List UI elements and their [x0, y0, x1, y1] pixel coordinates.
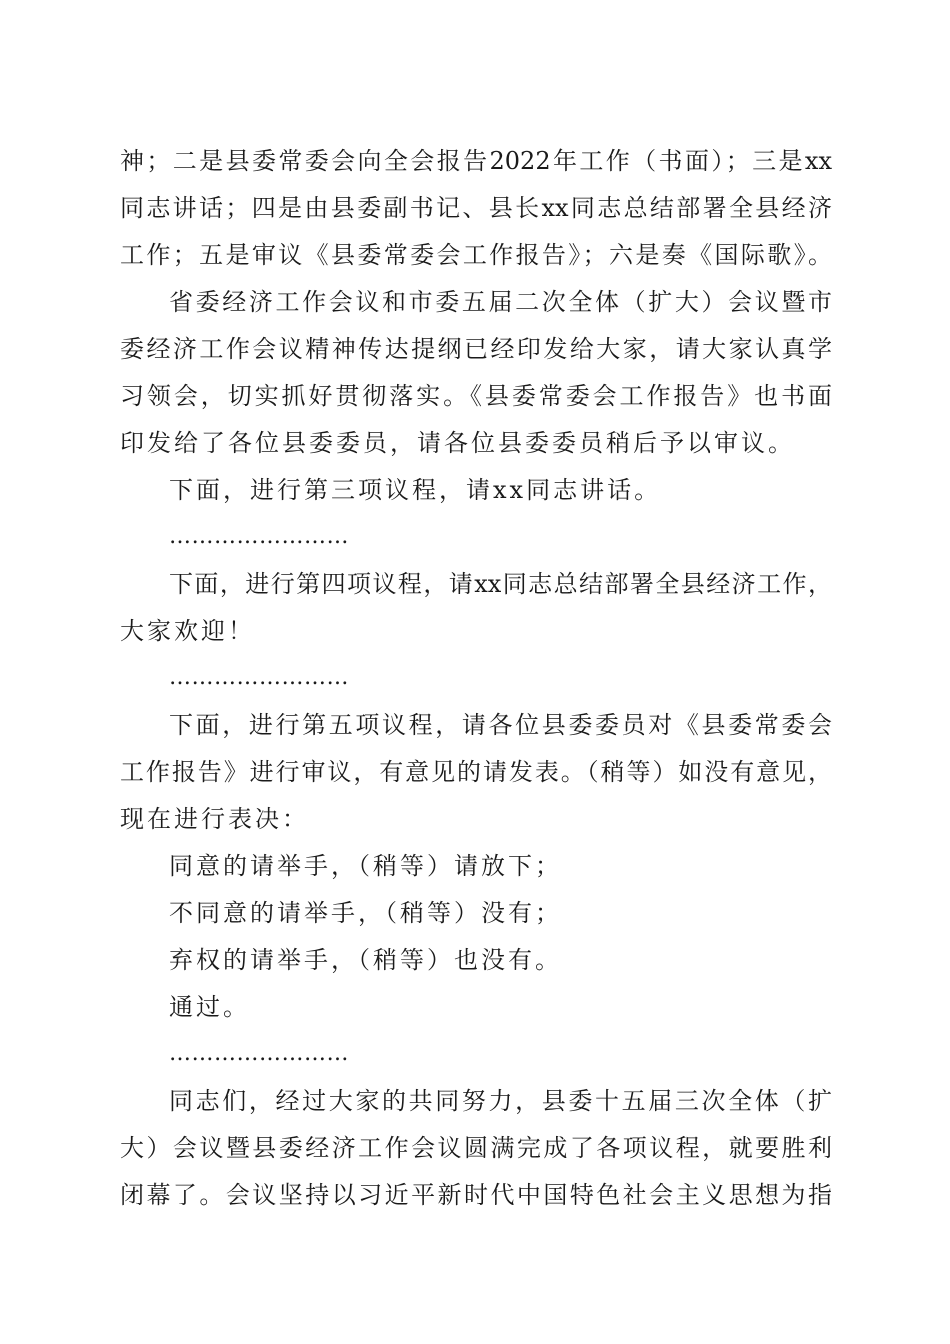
paragraph-first-line: 下面，进行第五项议程，请各位县委委员对《县委常委会: [169, 711, 832, 739]
paragraph-first-line: 省委经济工作会议和市委五届二次全体（扩大）会议暨市: [169, 288, 832, 316]
text-line: 大）会议暨县委经济工作会议圆满完成了各项议程，就要胜利: [120, 1134, 832, 1162]
text-line: 现在进行表决：: [120, 805, 309, 833]
ellipsis-separator: ……………………: [169, 665, 349, 690]
vote-line: 弃权的请举手，（稍等）也没有。: [169, 946, 562, 974]
text-line: 工作；五是审议《县委常委会工作报告》；六是奏《国际歌》。: [120, 241, 832, 269]
paragraph-first-line: 下面，进行第四项议程，请xx同志总结部署全县经济工作，: [169, 570, 832, 598]
text-line: 工作报告》进行审议，有意见的请发表。（稍等）如没有意见，: [120, 758, 832, 786]
text-line: 神；二是县委常委会向全会报告2022年工作（书面）；三是xx: [120, 147, 832, 175]
text-line: 闭幕了。会议坚持以习近平新时代中国特色社会主义思想为指: [120, 1181, 832, 1209]
text-line: 印发给了各位县委委员，请各位县委委员稍后予以审议。: [120, 429, 795, 457]
text-line: 大家欢迎！: [120, 617, 255, 645]
text-line: 委经济工作会议精神传达提纲已经印发给大家，请大家认真学: [120, 335, 832, 363]
ellipsis-separator: ……………………: [169, 524, 349, 549]
text-line: 同志讲话；四是由县委副书记、县长xx同志总结部署全县经济: [120, 194, 832, 222]
text-line: 习领会，切实抓好贯彻落实。《县委常委会工作报告》也书面: [120, 382, 832, 410]
vote-line: 不同意的请举手，（稍等）没有；: [169, 899, 562, 927]
vote-result: 通过。: [169, 993, 250, 1021]
paragraph-first-line: 同志们，经过大家的共同努力，县委十五届三次全体（扩: [169, 1087, 832, 1115]
paragraph-first-line: 下面，进行第三项议程，请xx同志讲话。: [169, 476, 662, 504]
ellipsis-separator: ……………………: [169, 1041, 349, 1066]
vote-line: 同意的请举手，（稍等）请放下；: [169, 852, 562, 880]
